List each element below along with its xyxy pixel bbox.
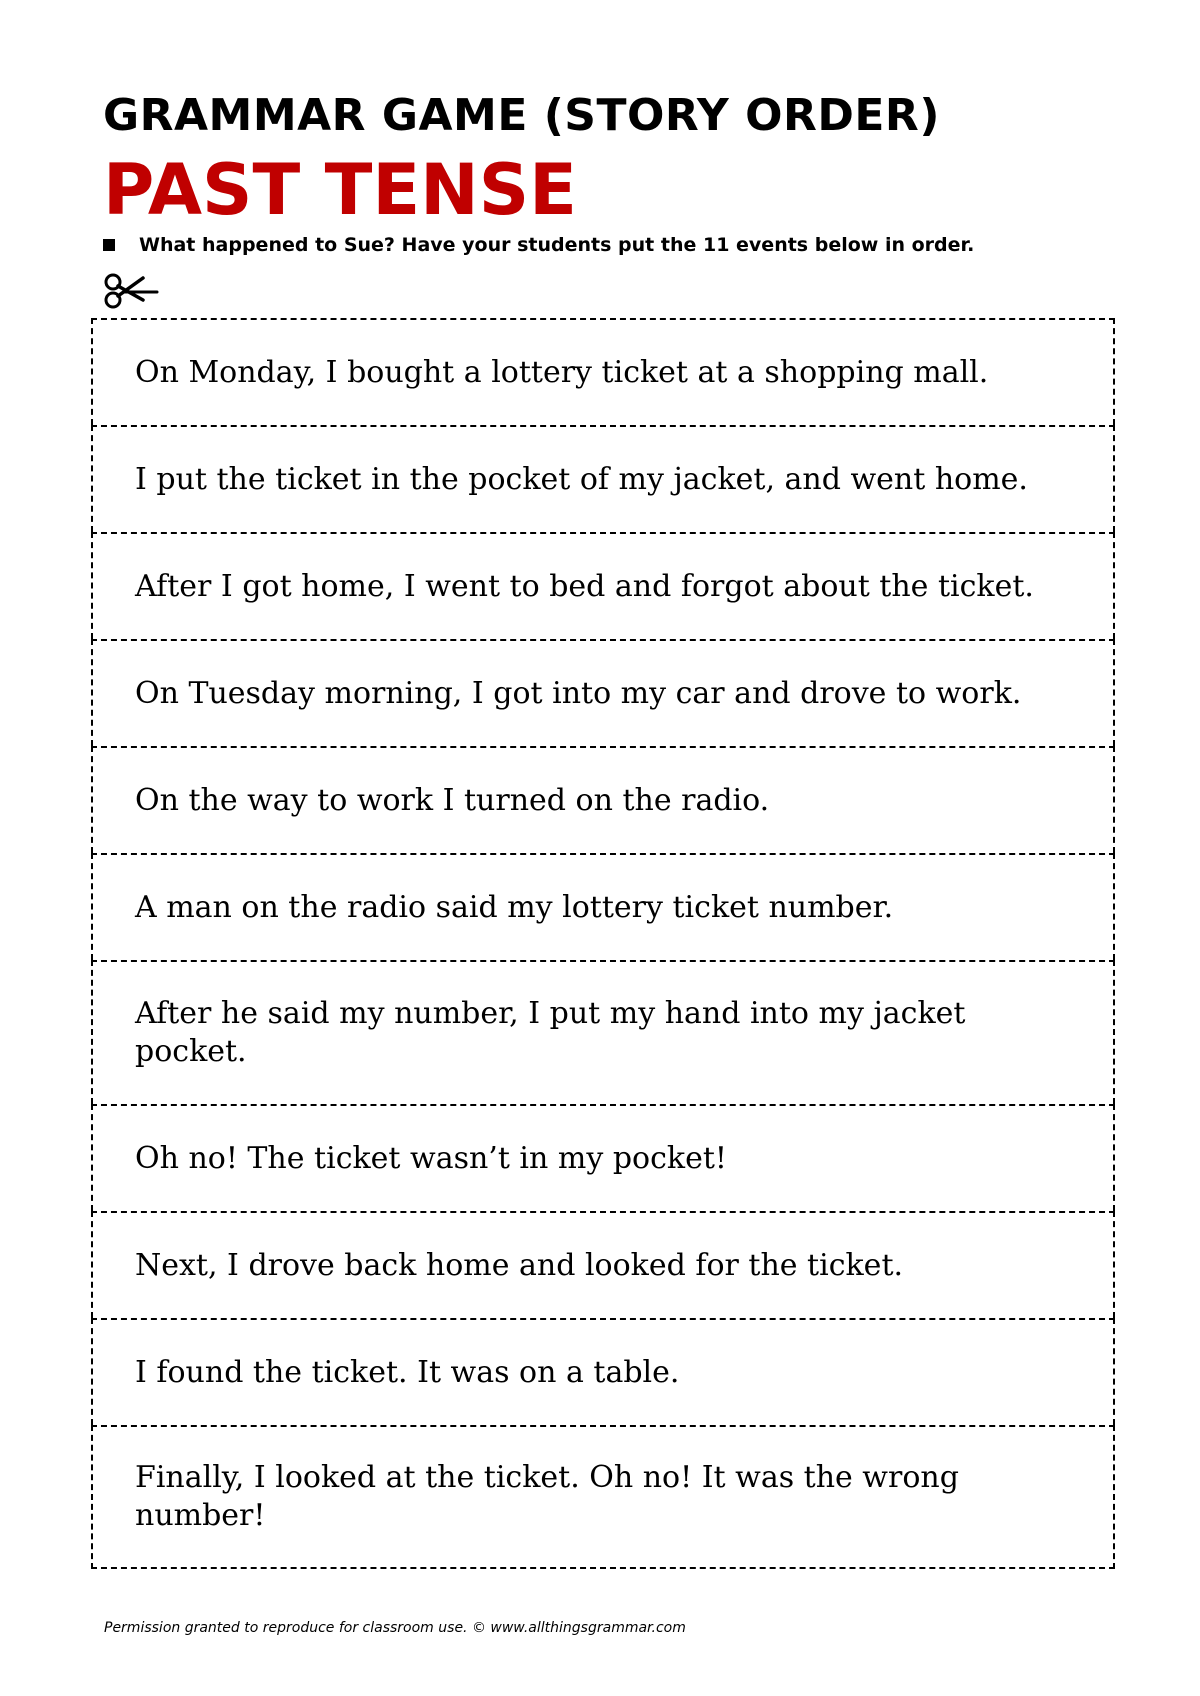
strip-text: I found the ticket. It was on a table. <box>135 1354 680 1390</box>
story-strip <box>91 1211 1115 1318</box>
story-strip <box>91 1425 1115 1569</box>
story-strip <box>91 960 1115 1104</box>
instruction-text: What happened to Sue? Have your students put the 11 events below in order. <box>139 234 975 256</box>
permission-footer: Permission granted to reproduce for classroom use. © www.allthingsgrammar.com <box>104 1620 686 1636</box>
instruction-line <box>103 232 974 258</box>
story-strip <box>91 746 1115 853</box>
strip-text: On Monday, I bought a lottery ticket at a shopping mall. <box>135 354 989 390</box>
square-bullet-icon <box>103 239 115 251</box>
worksheet-title: GRAMMAR GAME (STORY ORDER) <box>103 90 940 141</box>
story-strip <box>91 639 1115 746</box>
scissors-icon <box>103 270 159 310</box>
strip-text: I put the ticket in the pocket of my jacket, and went home. <box>135 461 1028 497</box>
strip-text: A man on the radio said my lottery ticket number. <box>135 889 894 925</box>
story-strip <box>91 1104 1115 1211</box>
story-strip <box>91 853 1115 960</box>
strip-text: After I got home, I went to bed and forgot about the ticket. <box>135 568 1034 604</box>
story-strip <box>91 1318 1115 1425</box>
story-strips <box>91 318 1115 1569</box>
strip-text: After he said my number, I put my hand into my jacket pocket. <box>135 996 966 1069</box>
strip-text: Next, I drove back home and looked for the ticket. <box>135 1247 904 1283</box>
story-strip <box>91 318 1115 425</box>
strip-text: Finally, I looked at the ticket. Oh no! It was the wrong number! <box>135 1460 959 1533</box>
strip-text: Oh no! The ticket wasn’t in my pocket! <box>135 1140 727 1176</box>
story-strip <box>91 532 1115 639</box>
strip-text: On the way to work I turned on the radio. <box>135 782 770 818</box>
story-strip <box>91 425 1115 532</box>
topic-title: PAST TENSE <box>103 149 577 231</box>
strip-text: On Tuesday morning, I got into my car and drove to work. <box>135 675 1022 711</box>
